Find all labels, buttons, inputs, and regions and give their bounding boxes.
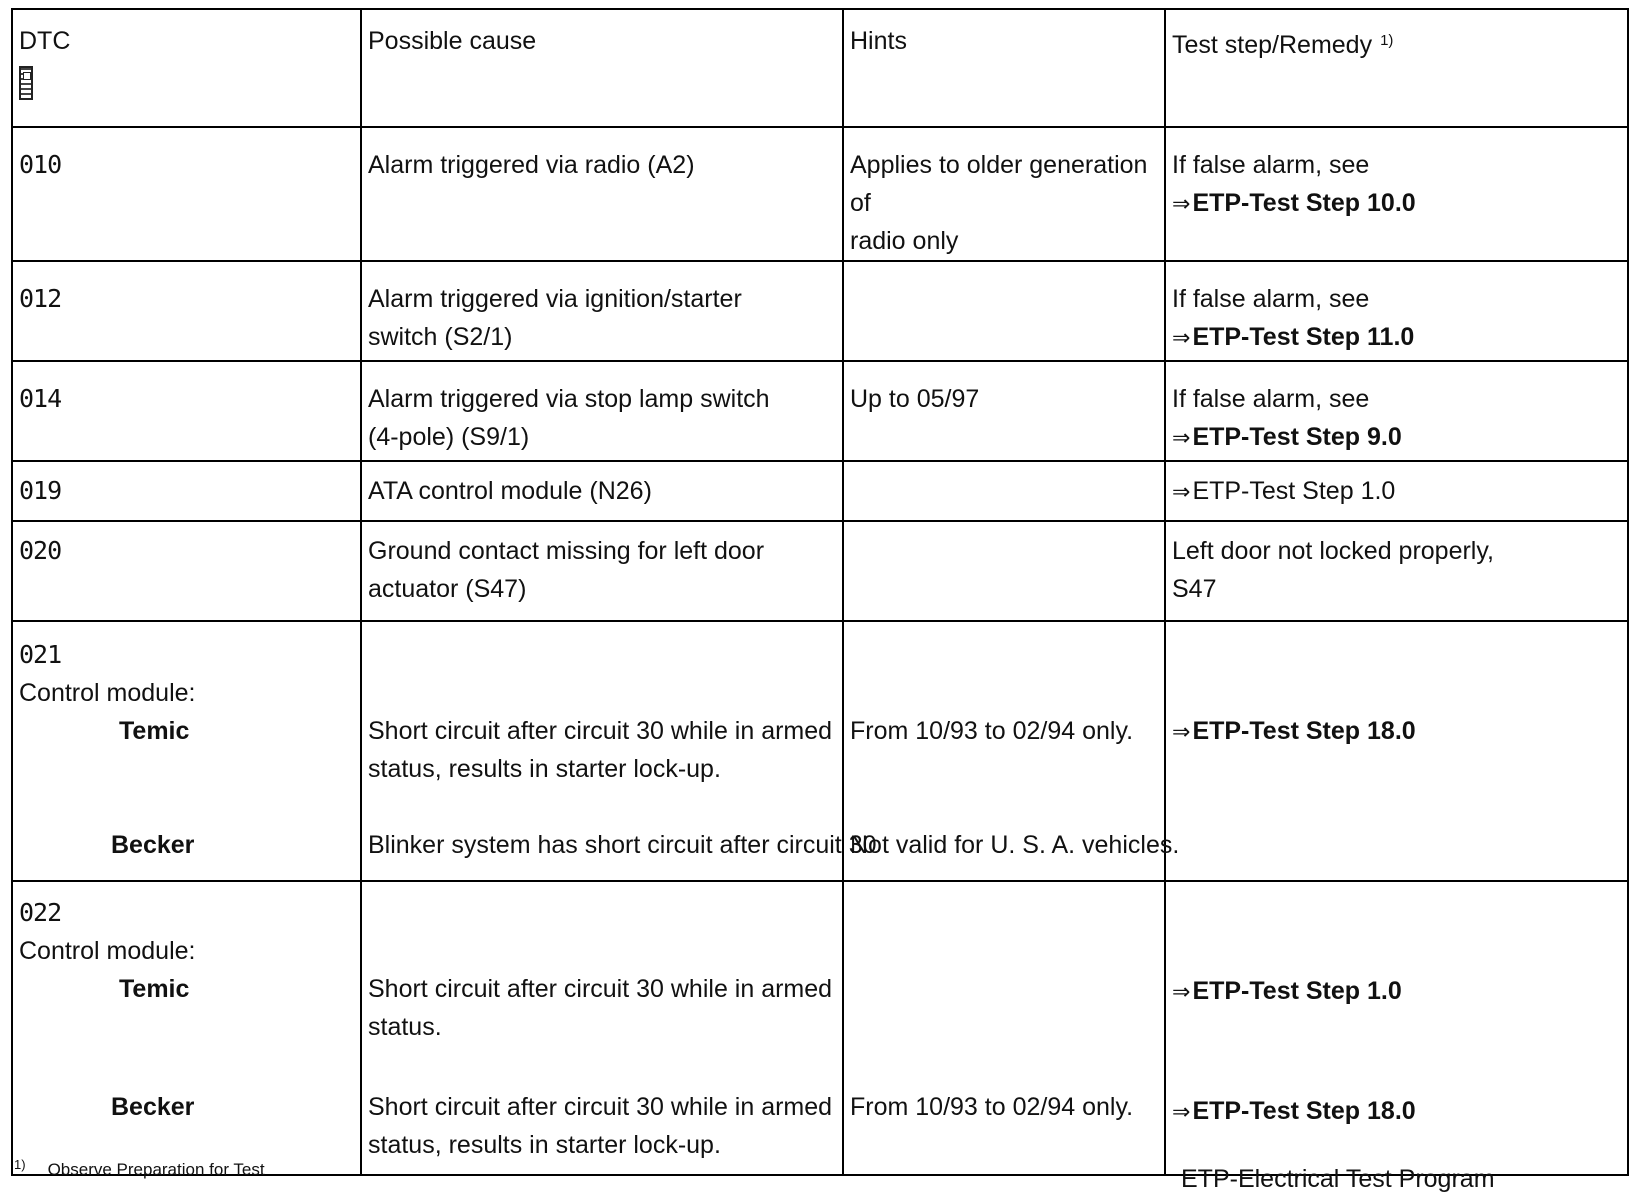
temic-label: Temic (119, 717, 190, 745)
header-hints: Hints (850, 27, 907, 55)
arrow-icon: ⇒ (1172, 426, 1191, 451)
cause-text: Alarm triggered via ignition/starter (368, 285, 742, 313)
header-row (12, 9, 1628, 127)
table-row (12, 521, 1628, 621)
dtc-code: 014 (19, 384, 62, 413)
arrow-icon: ⇒ (1172, 720, 1191, 745)
cause-text: status. (368, 1013, 442, 1041)
dtc-code: 010 (19, 150, 62, 179)
table-row (12, 127, 1628, 261)
header-hints-cell (843, 9, 1165, 127)
cause-text: (4-pole) (S9/1) (368, 423, 530, 451)
table-row (12, 461, 1628, 521)
cause-text: switch (S2/1) (368, 323, 513, 351)
etp-test-step-link[interactable]: ETP-Test Step (1192, 323, 1361, 351)
table-row (12, 881, 1628, 1175)
remedy-lead: If false alarm, see (1172, 285, 1370, 313)
dtc-code: 020 (19, 536, 62, 565)
dtc-table (11, 8, 1629, 1176)
arrow-icon: ⇒ (1172, 480, 1191, 505)
etp-step-number: 9.0 (1367, 423, 1402, 451)
footnote (14, 1157, 265, 1180)
cause-text: Short circuit after circuit 30 while in armed (368, 975, 833, 1003)
cause-text: status, results in starter lock-up. (368, 1131, 721, 1159)
etp-test-step-link[interactable]: ETP-Test Step (1192, 189, 1361, 217)
cause-text: Short circuit after circuit 30 while in armed (368, 717, 833, 745)
remedy-text: S47 (1172, 575, 1217, 603)
dtc-code: 021 (19, 640, 62, 669)
header-remedy-cell (1165, 9, 1628, 127)
table-row (12, 361, 1628, 461)
remedy-lead: If false alarm, see (1172, 385, 1370, 413)
header-cause: Possible cause (368, 27, 537, 55)
etp-step-number: 11.0 (1367, 323, 1415, 351)
cause-text: Blinker system has short circuit after circuit 30 (368, 831, 877, 859)
arrow-icon: ⇒ (1172, 192, 1191, 217)
control-module-label: Control module: (19, 679, 196, 707)
hint-text: From 10/93 to 02/94 only. (850, 717, 1134, 745)
header-cause-cell (361, 9, 843, 127)
footnote-text: Observe Preparation for Test (47, 1160, 265, 1179)
dtc-code: 022 (19, 898, 62, 927)
etp-test-step-link[interactable]: ETP-Test Step (1192, 1097, 1361, 1125)
arrow-icon: ⇒ (1172, 980, 1191, 1005)
cause-text: status, results in starter lock-up. (368, 755, 721, 783)
etp-step-number: 18.0 (1367, 1097, 1416, 1125)
cause-text: actuator (S47) (368, 575, 527, 603)
footnote-mark: 1) (14, 1157, 26, 1172)
cause-text: ATA control module (N26) (368, 477, 652, 505)
becker-label: Becker (111, 1093, 195, 1121)
cause-text: Ground contact missing for left door (368, 537, 765, 565)
arrow-icon: ⇒ (1172, 1100, 1191, 1125)
etp-step-number: 1.0 (1367, 977, 1402, 1005)
hint-text: Applies to older generation of (850, 151, 1148, 217)
remedy-lead: If false alarm, see (1172, 151, 1370, 179)
cause-text: Short circuit after circuit 30 while in armed (368, 1093, 833, 1121)
hint-text: Not valid for U. S. A. vehicles. (850, 831, 1180, 859)
header-remedy: Test step/Remedy (1172, 31, 1373, 59)
etp-test-step-link[interactable]: ETP-Test Step (1192, 717, 1361, 745)
etp-test-step-link[interactable]: ETP-Test Step (1192, 977, 1361, 1005)
etp-test-step-link[interactable]: ETP-Test Step (1192, 423, 1361, 451)
table-row (12, 261, 1628, 361)
hint-text: radio only (850, 227, 959, 255)
ata-module-icon (19, 66, 33, 100)
hint-text: From 10/93 to 02/94 only. (850, 1093, 1134, 1121)
dtc-code: 012 (19, 284, 62, 313)
etp-step-number: 18.0 (1367, 717, 1416, 745)
control-module-label: Control module: (19, 937, 196, 965)
dtc-code: 019 (19, 476, 62, 505)
etp-test-step-link[interactable]: ETP-Test Step (1192, 477, 1354, 505)
hint-text: Up to 05/97 (850, 385, 980, 413)
remedy-text: Left door not locked properly, (1172, 537, 1494, 565)
etp-step-number: 1.0 (1360, 477, 1396, 505)
table-row (12, 621, 1628, 881)
header-remedy-footnote-mark: 1) (1380, 32, 1394, 49)
temic-label: Temic (119, 975, 190, 1003)
header-dtc: DTC (19, 27, 71, 55)
becker-label: Becker (111, 831, 195, 859)
etp-step-number: 10.0 (1367, 189, 1416, 217)
arrow-icon: ⇒ (1172, 326, 1191, 351)
footer-program-label: ETP-Electrical Test Program (1181, 1165, 1495, 1193)
cause-text: Alarm triggered via radio (A2) (368, 151, 695, 179)
cause-text: Alarm triggered via stop lamp switch (368, 385, 770, 413)
header-dtc-cell (12, 9, 361, 127)
